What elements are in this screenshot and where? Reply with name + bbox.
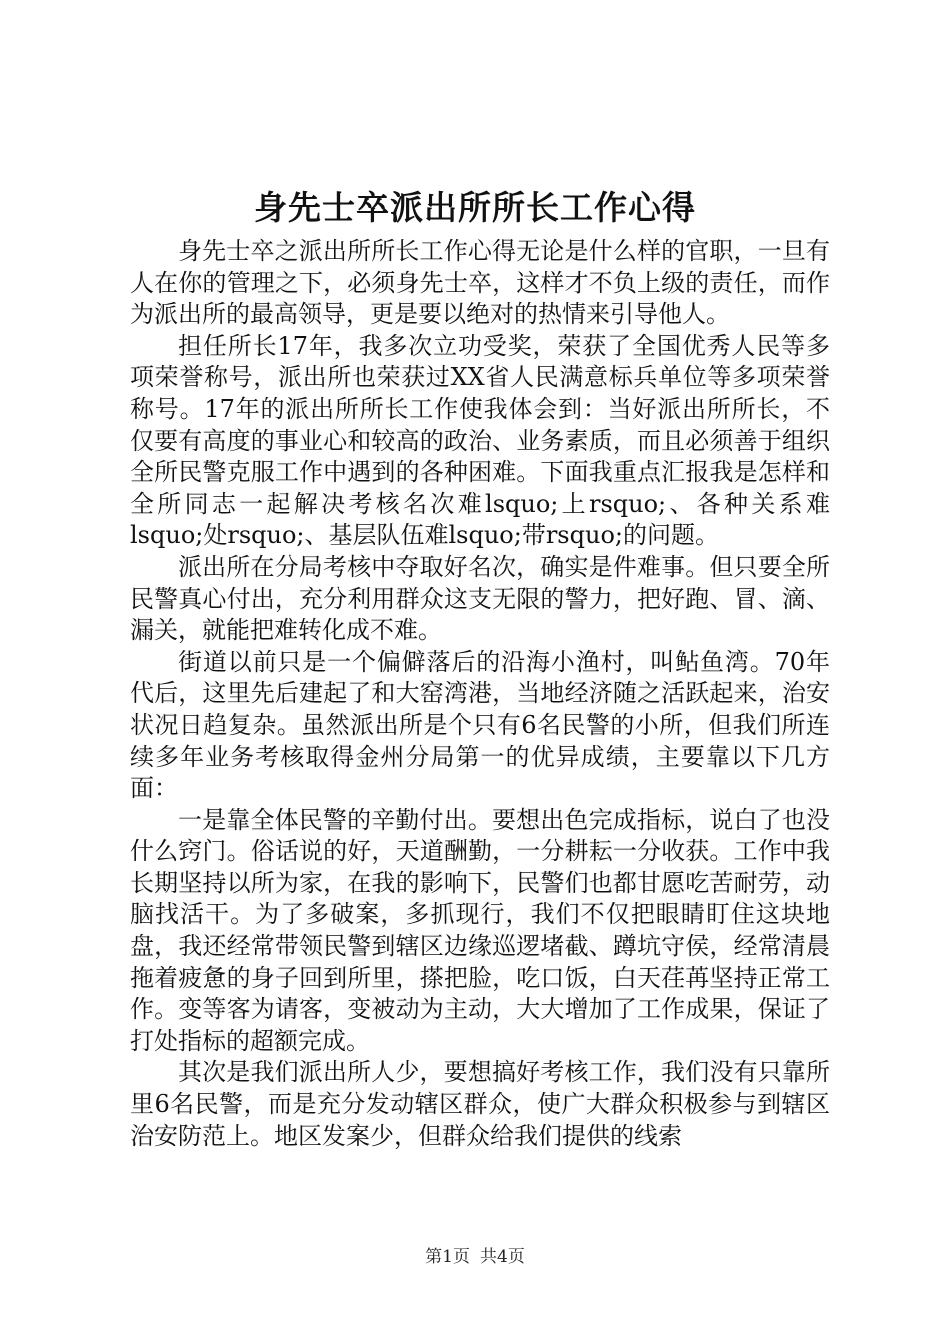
page-footer: [0, 1246, 950, 1268]
paragraph-6: 其次是我们派出所人少，要想搞好考核工作，我们没有只靠所里6名民警，而是充分发动辖区群众，使广大群众积极参与到辖区治安防范上。地区发案少，但群众给我们提供的线索: [130, 1058, 830, 1150]
paragraph-3: 派出所在分局考核中夺取好名次，确实是件难事。但只要全所民警真心付出，充分利用群众这支无限的警力，把好跑、冒、滴、漏关，就能把难转化成不难。: [130, 552, 830, 645]
paragraph-1: 身先士卒之派出所所长工作心得无论是什么样的官职，一旦有人在你的管理之下，必须身先士卒，这样才不负上级的责任，而作为派出所的最高领导，更是要以绝对的热情来引导他人。: [130, 237, 830, 329]
document-body: [130, 236, 830, 1152]
paragraph-5: 一是靠全体民警的辛勤付出。要想出色完成指标，说白了也没什么窍门。俗话说的好，天道酬勤，一分耕耘一分收获。工作中我长期坚持以所为家，在我的影响下，民警们也都甘愿吃苦耐劳，动脑找活干。为了多破案，多抓现行，我们不仅把眼睛盯住这块地盘，我还经常带领民警到辖区边缘巡逻堵截、蹲坑守侯，经常清晨拖着疲惫的身子回到所里，搽把脸，吃口饭，白天荏苒坚持正常工作。变等客为请客，变被动为主动，大大增加了工作成果，保证了打处指标的超额完成。: [130, 805, 830, 1055]
page-number: 第1页: [425, 1247, 470, 1267]
paragraph-4: 街道以前只是一个偏僻落后的沿海小渔村，叫鲇鱼湾。70年代后，这里先后建起了和大窑湾港，当地经济随之活跃起来，治安状况日趋复杂。虽然派出所是个只有6名民警的小所，但我们所连续多年业务考核取得金州分局第一的优异成绩，主要靠以下几方面：: [130, 647, 830, 803]
page-total: 共4页: [480, 1247, 525, 1267]
document-title: 身先士卒派出所所长工作心得: [254, 188, 696, 227]
paragraph-2: 担任所长17年，我多次立功受奖，荣获了全国优秀人民等多项荣誉称号，派出所也荣获过XX省人民满意标兵单位等多项荣誉称号。17年的派出所所长工作使我体会到：当好派出所所长，不仅要有高度的事业心和较高的政治、业务素质，而且必须善于组织全所民警克服工作中遇到的各种困难。下面我重点汇报我是怎样和全所同志一起解决考核名次难lsquo;上rsquo;、各种关系难lsquo;处rsquo;、基层队伍难lsquo;带rsquo;的问题。: [130, 331, 830, 550]
